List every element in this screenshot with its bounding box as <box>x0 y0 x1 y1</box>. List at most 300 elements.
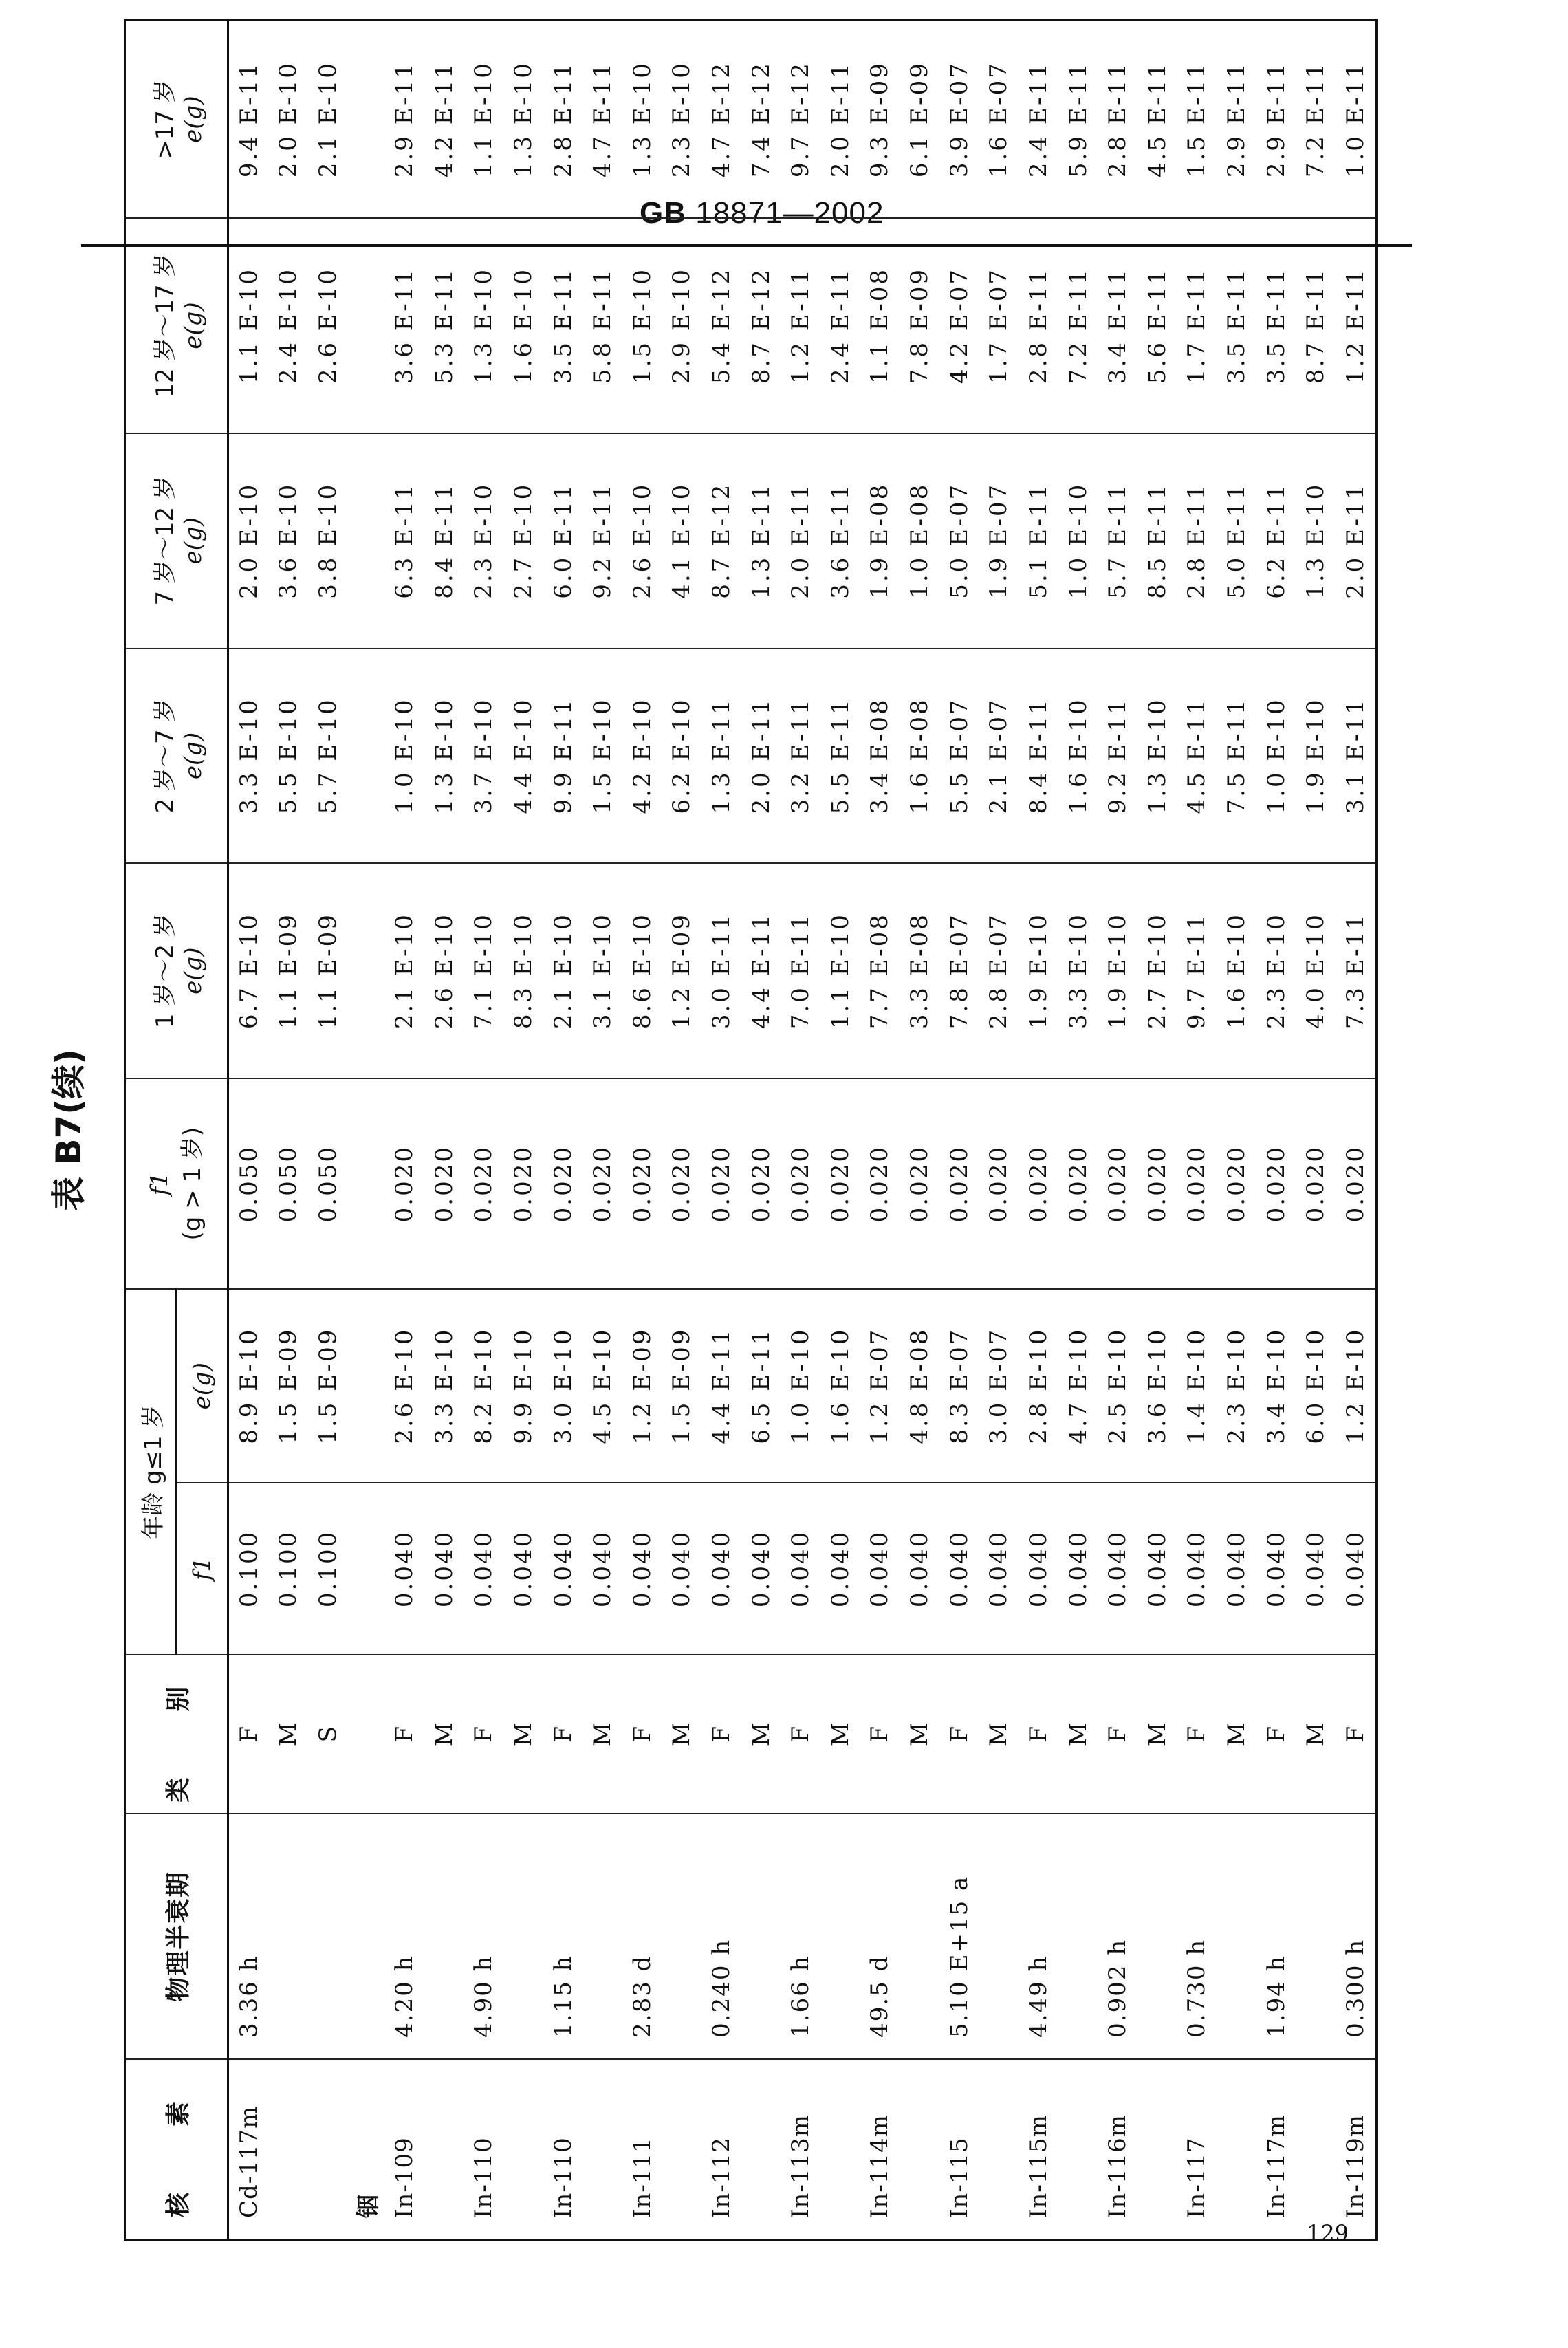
e-17-cell: 2.8 E-11 <box>1098 21 1137 219</box>
e-infant-cell: 1.2 E-07 <box>860 1289 900 1482</box>
class-cell: M <box>979 1655 1019 1814</box>
f1-infant-cell: 0.040 <box>543 1483 583 1655</box>
e-7-12-cell: 5.7 E-11 <box>1098 433 1137 649</box>
half-life-cell <box>979 1814 1019 2058</box>
table-row <box>1177 21 1217 2240</box>
f1-infant-cell: 0.040 <box>1019 1483 1058 1655</box>
e-2-7-cell: 7.5 E-11 <box>1217 649 1256 864</box>
e-2-7-cell: 1.3 E-10 <box>424 649 464 864</box>
table-row <box>543 21 583 2240</box>
e-12-17-cell: 3.4 E-11 <box>1098 218 1137 433</box>
element-group-label: 铟 <box>348 2059 385 2240</box>
f1-infant-cell: 0.040 <box>979 1483 1019 1655</box>
table-row <box>1058 21 1098 2240</box>
e-17-cell: 2.0 E-10 <box>269 21 309 219</box>
nuclide-cell: In-109 <box>384 2059 424 2240</box>
e-7-12-cell: 2.0 E-11 <box>1336 433 1377 649</box>
f1-adult-cell: 0.020 <box>424 1078 464 1289</box>
f1-infant-cell: 0.040 <box>1098 1483 1137 1655</box>
table-body <box>228 21 1377 2240</box>
half-life-cell: 5.10 E+15 a <box>939 1814 979 2058</box>
class-cell: F <box>939 1655 979 1814</box>
e-12-17-cell: 1.7 E-11 <box>1177 218 1217 433</box>
f1-adult-cell: 0.020 <box>1098 1078 1137 1289</box>
e-12-17-cell: 1.2 E-11 <box>1336 218 1377 433</box>
e-infant-cell: 2.5 E-10 <box>1098 1289 1137 1482</box>
empty-cell <box>348 1078 385 1289</box>
class-cell: F <box>1256 1655 1296 1814</box>
e-17-cell: 1.1 E-10 <box>464 21 504 219</box>
table-row <box>1336 21 1377 2240</box>
nuclide-cell: In-111 <box>622 2059 662 2240</box>
e-7-12-cell: 2.3 E-10 <box>464 433 504 649</box>
half-life-cell <box>503 1814 543 2058</box>
e-infant-cell: 8.3 E-07 <box>939 1289 979 1482</box>
e-12-17-cell: 2.6 E-10 <box>308 218 348 433</box>
nuclide-cell <box>424 2059 464 2240</box>
empty-cell <box>348 218 385 433</box>
e-infant-cell: 8.9 E-10 <box>228 1289 269 1482</box>
f1-infant-cell: 0.040 <box>1256 1483 1296 1655</box>
f1-infant-cell: 0.040 <box>1217 1483 1256 1655</box>
e-infant-cell: 3.4 E-10 <box>1256 1289 1296 1482</box>
e-7-12-cell: 6.0 E-11 <box>543 433 583 649</box>
e-17-cell: 2.9 E-11 <box>1217 21 1256 219</box>
table-row <box>424 21 464 2240</box>
f1-adult-cell: 0.020 <box>464 1078 504 1289</box>
table-caption: 表 B7(续) <box>49 1049 89 1212</box>
f1-infant-cell: 0.040 <box>900 1483 939 1655</box>
empty-cell <box>348 1289 385 1482</box>
class-cell: M <box>424 1655 464 1814</box>
empty-cell <box>348 21 385 219</box>
empty-cell <box>348 863 385 1078</box>
table-row <box>1098 21 1137 2240</box>
e-7-12-cell: 6.2 E-11 <box>1256 433 1296 649</box>
e-7-12-cell: 5.0 E-11 <box>1217 433 1256 649</box>
half-life-cell <box>741 1814 781 2058</box>
f1-adult-cell: 0.020 <box>860 1078 900 1289</box>
e-12-17-cell: 1.1 E-08 <box>860 218 900 433</box>
nuclide-cell: In-117 <box>1177 2059 1217 2240</box>
nuclide-cell: Cd-117m <box>228 2059 269 2240</box>
f1-adult-cell: 0.020 <box>979 1078 1019 1289</box>
e-2-7-cell: 5.7 E-10 <box>308 649 348 864</box>
nuclide-cell <box>1137 2059 1177 2240</box>
half-life-cell: 49.5 d <box>860 1814 900 2058</box>
e-infant-cell: 2.3 E-10 <box>1217 1289 1256 1482</box>
e-17-cell: 7.2 E-11 <box>1296 21 1336 219</box>
e-17-cell: 4.7 E-12 <box>701 21 741 219</box>
class-cell: M <box>269 1655 309 1814</box>
col-f1-adult-header: f1 (g > 1 岁) <box>125 1078 228 1289</box>
nuclide-cell <box>979 2059 1019 2240</box>
e-1-2-cell: 2.3 E-10 <box>1256 863 1296 1078</box>
empty-cell <box>348 433 385 649</box>
table-row <box>1137 21 1177 2240</box>
class-cell: M <box>1058 1655 1098 1814</box>
nuclide-cell: In-116m <box>1098 2059 1137 2240</box>
f1-adult-cell: 0.050 <box>269 1078 309 1289</box>
e-7-12-cell: 1.9 E-07 <box>979 433 1019 649</box>
e-1-2-cell: 1.1 E-09 <box>308 863 348 1078</box>
e-1-2-cell: 1.9 E-10 <box>1019 863 1058 1078</box>
e-12-17-cell: 7.8 E-09 <box>900 218 939 433</box>
e-infant-cell: 2.6 E-10 <box>384 1289 424 1482</box>
e-7-12-cell: 5.1 E-11 <box>1019 433 1058 649</box>
f1-infant-cell: 0.040 <box>1177 1483 1217 1655</box>
e-12-17-cell: 1.6 E-10 <box>503 218 543 433</box>
e-7-12-cell: 1.3 E-10 <box>1296 433 1336 649</box>
table-row <box>384 21 424 2240</box>
table-row <box>582 21 622 2240</box>
class-cell: M <box>503 1655 543 1814</box>
e-1-2-cell: 9.7 E-11 <box>1177 863 1217 1078</box>
e-2-7-cell: 9.2 E-11 <box>1098 649 1137 864</box>
e-2-7-cell: 2.0 E-11 <box>741 649 781 864</box>
e-12-17-cell: 2.8 E-11 <box>1019 218 1058 433</box>
table-row <box>781 21 820 2240</box>
e-2-7-cell: 5.5 E-07 <box>939 649 979 864</box>
table-row <box>939 21 979 2240</box>
e-1-2-cell: 1.1 E-09 <box>269 863 309 1078</box>
col-age-17-header: >17 岁 e(g) <box>125 21 228 219</box>
nuclide-cell <box>1217 2059 1256 2240</box>
dose-coefficient-table <box>124 19 1378 2241</box>
e-infant-cell: 1.6 E-10 <box>820 1289 860 1482</box>
e-1-2-cell: 4.4 E-11 <box>741 863 781 1078</box>
e-2-7-cell: 1.0 E-10 <box>384 649 424 864</box>
f1-infant-cell: 0.040 <box>741 1483 781 1655</box>
e-12-17-cell: 1.1 E-10 <box>228 218 269 433</box>
e-17-cell: 5.9 E-11 <box>1058 21 1098 219</box>
class-cell: F <box>701 1655 741 1814</box>
e-7-12-cell: 5.0 E-07 <box>939 433 979 649</box>
table-row <box>701 21 741 2240</box>
f1-infant-cell: 0.040 <box>662 1483 702 1655</box>
e-17-cell: 2.9 E-11 <box>1256 21 1296 219</box>
e-infant-cell: 1.0 E-10 <box>781 1289 820 1482</box>
class-cell: S <box>308 1655 348 1814</box>
f1-infant-cell: 0.040 <box>1336 1483 1377 1655</box>
f1-infant-cell: 0.040 <box>622 1483 662 1655</box>
class-cell: M <box>1137 1655 1177 1814</box>
half-life-cell <box>1137 1814 1177 2058</box>
nuclide-cell <box>820 2059 860 2240</box>
e-2-7-cell: 3.1 E-11 <box>1336 649 1377 864</box>
half-life-cell <box>424 1814 464 2058</box>
e-1-2-cell: 7.8 E-07 <box>939 863 979 1078</box>
e-infant-cell: 1.5 E-09 <box>662 1289 702 1482</box>
e-1-2-cell: 2.6 E-10 <box>424 863 464 1078</box>
e-7-12-cell: 6.3 E-11 <box>384 433 424 649</box>
e-12-17-cell: 1.2 E-11 <box>781 218 820 433</box>
e-17-cell: 2.0 E-11 <box>820 21 860 219</box>
e-17-cell: 6.1 E-09 <box>900 21 939 219</box>
e-7-12-cell: 3.6 E-11 <box>820 433 860 649</box>
e-1-2-cell: 3.3 E-08 <box>900 863 939 1078</box>
f1-infant-cell: 0.040 <box>781 1483 820 1655</box>
f1-adult-cell: 0.050 <box>228 1078 269 1289</box>
e-17-cell: 1.0 E-11 <box>1336 21 1377 219</box>
f1-infant-cell: 0.040 <box>1296 1483 1336 1655</box>
class-cell: M <box>662 1655 702 1814</box>
e-7-12-cell: 8.5 E-11 <box>1137 433 1177 649</box>
e-infant-cell: 1.2 E-09 <box>622 1289 662 1482</box>
e-17-cell: 3.9 E-07 <box>939 21 979 219</box>
e-12-17-cell: 4.2 E-07 <box>939 218 979 433</box>
nuclide-cell <box>741 2059 781 2240</box>
e-12-17-cell: 2.9 E-10 <box>662 218 702 433</box>
e-7-12-cell: 3.6 E-10 <box>269 433 309 649</box>
e-17-cell: 9.3 E-09 <box>860 21 900 219</box>
table-row <box>1296 21 1336 2240</box>
f1-infant-cell: 0.100 <box>308 1483 348 1655</box>
table-row <box>622 21 662 2240</box>
class-cell: M <box>741 1655 781 1814</box>
e-infant-cell: 1.4 E-10 <box>1177 1289 1217 1482</box>
table-row <box>662 21 702 2240</box>
e-2-7-cell: 1.5 E-10 <box>582 649 622 864</box>
e-2-7-cell: 3.4 E-08 <box>860 649 900 864</box>
e-infant-cell: 4.4 E-11 <box>701 1289 741 1482</box>
class-cell: F <box>1098 1655 1137 1814</box>
class-cell: F <box>1336 1655 1377 1814</box>
f1-infant-cell: 0.040 <box>701 1483 741 1655</box>
f1-infant-cell: 0.100 <box>269 1483 309 1655</box>
standard-prefix: GB <box>640 196 686 230</box>
e-1-2-cell: 3.1 E-10 <box>582 863 622 1078</box>
half-life-cell <box>662 1814 702 2058</box>
f1-adult-cell: 0.020 <box>741 1078 781 1289</box>
e-infant-cell: 1.2 E-10 <box>1336 1289 1377 1482</box>
f1-infant-cell: 0.040 <box>384 1483 424 1655</box>
f1-adult-cell: 0.020 <box>543 1078 583 1289</box>
table-row <box>1256 21 1296 2240</box>
half-life-cell: 1.66 h <box>781 1814 820 2058</box>
f1-infant-cell: 0.100 <box>228 1483 269 1655</box>
e-12-17-cell: 1.7 E-07 <box>979 218 1019 433</box>
col-nuclide-header: 核 素 <box>125 2059 228 2240</box>
table-row <box>820 21 860 2240</box>
f1-adult-cell: 0.020 <box>1137 1078 1177 1289</box>
e-infant-cell: 4.5 E-10 <box>582 1289 622 1482</box>
e-infant-cell: 3.0 E-07 <box>979 1289 1019 1482</box>
f1-adult-cell: 0.020 <box>900 1078 939 1289</box>
nuclide-cell <box>900 2059 939 2240</box>
e-2-7-cell: 1.6 E-08 <box>900 649 939 864</box>
e-infant-cell: 8.2 E-10 <box>464 1289 504 1482</box>
e-2-7-cell: 1.3 E-11 <box>701 649 741 864</box>
nuclide-cell <box>269 2059 309 2240</box>
e-7-12-cell: 2.0 E-11 <box>781 433 820 649</box>
half-life-cell <box>820 1814 860 2058</box>
class-cell: F <box>860 1655 900 1814</box>
class-cell: F <box>543 1655 583 1814</box>
class-cell: M <box>1296 1655 1336 1814</box>
e-1-2-cell: 8.3 E-10 <box>503 863 543 1078</box>
e-2-7-cell: 8.4 E-11 <box>1019 649 1058 864</box>
e-7-12-cell: 4.1 E-10 <box>662 433 702 649</box>
e-12-17-cell: 3.5 E-11 <box>1256 218 1296 433</box>
e-1-2-cell: 2.8 E-07 <box>979 863 1019 1078</box>
f1-infant-cell: 0.040 <box>939 1483 979 1655</box>
e-17-cell: 2.1 E-10 <box>308 21 348 219</box>
nuclide-cell: In-110 <box>543 2059 583 2240</box>
e-17-cell: 1.3 E-10 <box>503 21 543 219</box>
nuclide-cell <box>503 2059 543 2240</box>
e-2-7-cell: 2.1 E-07 <box>979 649 1019 864</box>
nuclide-cell: In-117m <box>1256 2059 1296 2240</box>
f1-infant-cell: 0.040 <box>860 1483 900 1655</box>
f1-adult-cell: 0.020 <box>1296 1078 1336 1289</box>
e-12-17-cell: 7.2 E-11 <box>1058 218 1098 433</box>
e-1-2-cell: 8.6 E-10 <box>622 863 662 1078</box>
half-life-cell: 1.94 h <box>1256 1814 1296 2058</box>
e-1-2-cell: 1.1 E-10 <box>820 863 860 1078</box>
class-cell: F <box>1019 1655 1058 1814</box>
f1-adult-cell: 0.020 <box>1217 1078 1256 1289</box>
e-17-cell: 9.7 E-12 <box>781 21 820 219</box>
table-row <box>900 21 939 2240</box>
half-life-cell: 0.240 h <box>701 1814 741 2058</box>
e-1-2-cell: 7.0 E-11 <box>781 863 820 1078</box>
rotated-table-container <box>49 19 1378 2241</box>
f1-adult-cell: 0.020 <box>503 1078 543 1289</box>
f1-infant-cell: 0.040 <box>503 1483 543 1655</box>
e-2-7-cell: 3.3 E-10 <box>228 649 269 864</box>
e-12-17-cell: 5.3 E-11 <box>424 218 464 433</box>
e-7-12-cell: 2.7 E-10 <box>503 433 543 649</box>
nuclide-cell <box>1058 2059 1098 2240</box>
e-infant-cell: 3.3 E-10 <box>424 1289 464 1482</box>
e-1-2-cell: 4.0 E-10 <box>1296 863 1336 1078</box>
f1-infant-cell: 0.040 <box>582 1483 622 1655</box>
f1-adult-cell: 0.020 <box>384 1078 424 1289</box>
e-infant-cell: 6.5 E-11 <box>741 1289 781 1482</box>
col-class-header: 类 别 <box>125 1655 228 1814</box>
e-7-12-cell: 2.8 E-11 <box>1177 433 1217 649</box>
e-7-12-cell: 8.7 E-12 <box>701 433 741 649</box>
e-2-7-cell: 4.2 E-10 <box>622 649 662 864</box>
class-cell: M <box>900 1655 939 1814</box>
col-e-infant-header: e(g) <box>177 1289 228 1482</box>
e-2-7-cell: 1.3 E-10 <box>1137 649 1177 864</box>
e-7-12-cell: 9.2 E-11 <box>582 433 622 649</box>
half-life-cell: 0.902 h <box>1098 1814 1137 2058</box>
e-12-17-cell: 2.4 E-11 <box>820 218 860 433</box>
f1-infant-cell: 0.040 <box>1137 1483 1177 1655</box>
e-12-17-cell: 1.5 E-10 <box>622 218 662 433</box>
e-17-cell: 1.3 E-10 <box>622 21 662 219</box>
class-cell: M <box>1217 1655 1256 1814</box>
f1-adult-cell: 0.020 <box>701 1078 741 1289</box>
nuclide-cell: In-114m <box>860 2059 900 2240</box>
nuclide-cell <box>1296 2059 1336 2240</box>
e-1-2-cell: 2.1 E-10 <box>384 863 424 1078</box>
e-1-2-cell: 7.3 E-11 <box>1336 863 1377 1078</box>
table-row <box>464 21 504 2240</box>
e-infant-cell: 3.0 E-10 <box>543 1289 583 1482</box>
e-7-12-cell: 2.6 E-10 <box>622 433 662 649</box>
nuclide-cell: In-110 <box>464 2059 504 2240</box>
e-17-cell: 1.6 E-07 <box>979 21 1019 219</box>
page-number: 129 <box>1307 2220 1349 2246</box>
e-1-2-cell: 1.2 E-09 <box>662 863 702 1078</box>
f1-adult-cell: 0.020 <box>1336 1078 1377 1289</box>
e-17-cell: 2.4 E-11 <box>1019 21 1058 219</box>
table-row <box>348 21 385 2240</box>
class-cell: F <box>464 1655 504 1814</box>
e-12-17-cell: 3.6 E-11 <box>384 218 424 433</box>
col-half-life-header: 物理半衰期 <box>125 1814 228 2058</box>
half-life-cell: 4.20 h <box>384 1814 424 2058</box>
half-life-cell <box>582 1814 622 2058</box>
e-17-cell: 4.5 E-11 <box>1137 21 1177 219</box>
table-row <box>308 21 348 2240</box>
nuclide-cell: In-119m <box>1336 2059 1377 2240</box>
e-7-12-cell: 3.8 E-10 <box>308 433 348 649</box>
table-row <box>860 21 900 2240</box>
e-2-7-cell: 3.2 E-11 <box>781 649 820 864</box>
class-cell: F <box>622 1655 662 1814</box>
e-17-cell: 2.3 E-10 <box>662 21 702 219</box>
half-life-cell <box>1058 1814 1098 2058</box>
e-2-7-cell: 6.2 E-10 <box>662 649 702 864</box>
half-life-cell <box>269 1814 309 2058</box>
e-17-cell: 2.8 E-11 <box>543 21 583 219</box>
standard-code: 18871—2002 <box>695 196 884 230</box>
e-12-17-cell: 8.7 E-12 <box>741 218 781 433</box>
e-1-2-cell: 2.7 E-10 <box>1137 863 1177 1078</box>
e-infant-cell: 4.8 E-08 <box>900 1289 939 1482</box>
table-row <box>979 21 1019 2240</box>
half-life-cell: 0.300 h <box>1336 1814 1377 2058</box>
f1-infant-cell: 0.040 <box>1058 1483 1098 1655</box>
nuclide-cell: In-113m <box>781 2059 820 2240</box>
half-life-cell: 2.83 d <box>622 1814 662 2058</box>
table-row <box>269 21 309 2240</box>
nuclide-cell <box>582 2059 622 2240</box>
e-2-7-cell: 1.6 E-10 <box>1058 649 1098 864</box>
nuclide-cell: In-115m <box>1019 2059 1058 2240</box>
nuclide-cell <box>308 2059 348 2240</box>
e-infant-cell: 1.5 E-09 <box>269 1289 309 1482</box>
table-row <box>228 21 269 2240</box>
col-f1-infant-header: f1 <box>177 1483 228 1655</box>
e-12-17-cell: 5.6 E-11 <box>1137 218 1177 433</box>
e-1-2-cell: 7.7 E-08 <box>860 863 900 1078</box>
empty-cell <box>348 1483 385 1655</box>
class-cell: F <box>1177 1655 1217 1814</box>
e-2-7-cell: 4.4 E-10 <box>503 649 543 864</box>
e-7-12-cell: 1.0 E-10 <box>1058 433 1098 649</box>
e-12-17-cell: 1.3 E-10 <box>464 218 504 433</box>
half-life-cell: 4.90 h <box>464 1814 504 2058</box>
e-12-17-cell: 2.4 E-10 <box>269 218 309 433</box>
empty-cell <box>348 1814 385 2058</box>
f1-adult-cell: 0.050 <box>308 1078 348 1289</box>
e-17-cell: 9.4 E-11 <box>228 21 269 219</box>
e-7-12-cell: 1.0 E-08 <box>900 433 939 649</box>
class-cell: F <box>384 1655 424 1814</box>
e-infant-cell: 6.0 E-10 <box>1296 1289 1336 1482</box>
empty-cell <box>348 649 385 864</box>
e-17-cell: 4.7 E-11 <box>582 21 622 219</box>
f1-adult-cell: 0.020 <box>662 1078 702 1289</box>
e-1-2-cell: 7.1 E-10 <box>464 863 504 1078</box>
e-2-7-cell: 1.0 E-10 <box>1256 649 1296 864</box>
